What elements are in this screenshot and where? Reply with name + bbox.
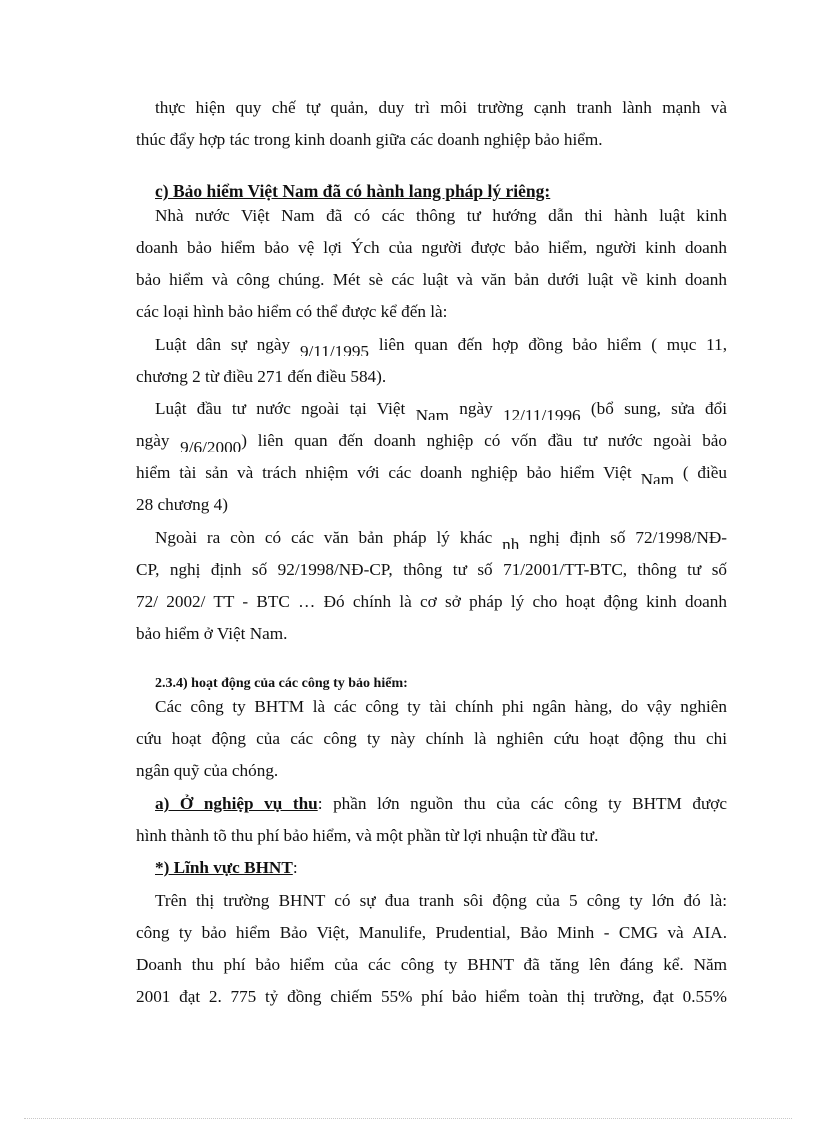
- text-run: Luật dân sự ngày: [155, 335, 291, 354]
- text-line: cứu hoạt động của các công ty này chính là nghiên cứu hoạt động thu chi: [136, 729, 727, 748]
- text-line: các loại hình bảo hiểm có thể được kể đến là:: [136, 302, 448, 321]
- text-line: [136, 462, 727, 484]
- text-line: CP, nghị định số 92/1998/NĐ-CP, thông tư số 71/2001/TT-BTC, thông tư số: [136, 560, 727, 579]
- text-line: [136, 430, 727, 452]
- text-run: Nam: [640, 470, 674, 484]
- text-line: [136, 334, 727, 356]
- text-run: ngày: [459, 399, 493, 418]
- text-line: [136, 398, 727, 420]
- text-run: : phần lớn nguồn thu của các công ty BHTM được: [317, 794, 727, 813]
- text-run: hiểm tài sản và trách nhiệm với các doanh nghiệp bảo hiểm Việt: [136, 463, 632, 482]
- date-run: 9/6/2000: [180, 438, 242, 452]
- date-run: 12/11/1996: [502, 406, 581, 420]
- text-line: Các công ty BHTM là các công ty tài chính phi ngân hàng, do vậy nghiên: [155, 697, 727, 716]
- text-line: bảo hiểm và công chúng. Mét sè các luật và văn bản dưới luật về kinh doanh: [136, 270, 727, 289]
- text-run: ( điều: [682, 463, 727, 482]
- text-line: thực hiện quy chế tự quản, duy trì môi trường cạnh tranh lành mạnh và: [155, 98, 727, 117]
- text-line: Doanh thu phí bảo hiểm của các công ty BHNT đã tăng lên đáng kể. Năm: [136, 955, 727, 974]
- text-run: ngày: [136, 431, 170, 450]
- subsection-label: a) Ở nghiệp vụ thu: [155, 794, 318, 813]
- text-run: nh: [502, 535, 520, 549]
- text-line: [136, 857, 727, 879]
- text-line: hình thành tõ thu phí bảo hiểm, và một phần từ lợi nhuận từ đầu tư.: [136, 826, 599, 845]
- text-line: 2001 đạt 2. 775 tỷ đồng chiếm 55% phí bảo hiểm toàn thị trường, đạt 0.55%: [136, 987, 727, 1006]
- text-line: ngân quỹ của chóng.: [136, 761, 279, 780]
- page-bottom-divider: [24, 1118, 792, 1119]
- text-run: Nam: [415, 406, 449, 420]
- text-line: công ty bảo hiểm Bảo Việt, Manulife, Prudential, Bảo Minh - CMG và AIA.: [136, 923, 727, 942]
- text-line: Nhà nước Việt Nam đã có các thông tư hướng dẫn thi hành luật kinh: [155, 206, 727, 225]
- section-heading: 2.3.4) hoạt động của các công ty bảo hiểm:: [155, 676, 408, 691]
- text-line: chương 2 từ điều 271 đến điều 584).: [136, 367, 387, 386]
- subsection-label: *) Lĩnh vực BHNT: [155, 858, 293, 877]
- text-run: Ngoài ra còn có các văn bản pháp lý khác: [155, 528, 493, 547]
- text-run: Luật đầu tư nước ngoài tại Việt: [155, 399, 406, 418]
- section-heading: c) Bảo hiểm Việt Nam đã có hành lang pháp lý riêng:: [155, 181, 551, 201]
- text-run: (bổ sung, sửa đổi: [590, 399, 727, 418]
- text-run: :: [292, 858, 298, 877]
- text-line: bảo hiểm ở Việt Nam.: [136, 624, 288, 643]
- text-line: [136, 527, 727, 549]
- text-line: 72/ 2002/ TT - BTC … Đó chính là cơ sở pháp lý cho hoạt động kinh doanh: [136, 592, 727, 611]
- text-line: [136, 793, 727, 815]
- text-line: 28 chương 4): [136, 495, 228, 514]
- date-run: 9/11/1995: [299, 342, 370, 356]
- text-run: nghị định số 72/1998/NĐ-: [529, 528, 727, 547]
- text-run: liên quan đến hợp đồng bảo hiểm ( mục 11,: [378, 335, 727, 354]
- text-line: doanh bảo hiểm bảo vệ lợi Ých của người được bảo hiểm, người kinh doanh: [136, 238, 727, 257]
- text-line: thúc đẩy hợp tác trong kinh doanh giữa các doanh nghiệp bảo hiểm.: [136, 130, 603, 149]
- text-line: Trên thị trường BHNT có sự đua tranh sôi động của 5 công ty lớn đó là:: [155, 891, 727, 910]
- text-run: ) liên quan đến doanh nghiệp có vốn đầu tư nước ngoài bảo: [241, 431, 727, 450]
